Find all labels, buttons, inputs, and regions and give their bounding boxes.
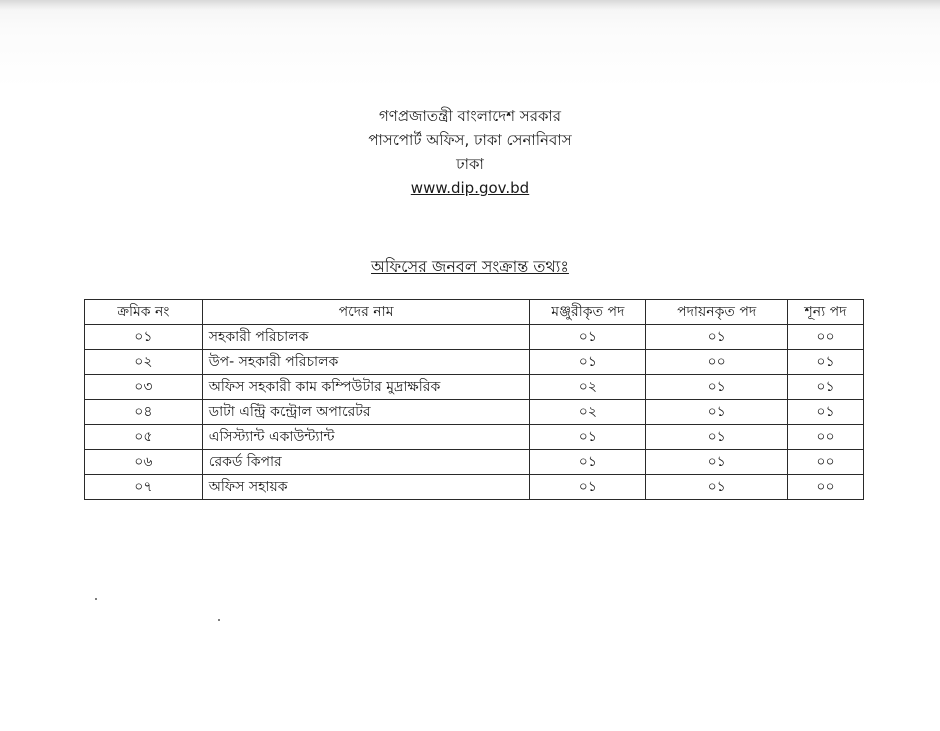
- letterhead: [270, 104, 670, 200]
- cell-sanctioned: ০১: [530, 425, 646, 450]
- cell-post: ডাটা এন্ট্রি কন্ট্রোল অপারেটর: [202, 400, 530, 425]
- cell-vacant: ০০: [788, 475, 864, 500]
- table-row: [85, 325, 864, 350]
- cell-serial: ০১: [85, 325, 203, 350]
- cell-filled: ০০: [646, 350, 788, 375]
- scan-speck: [218, 619, 220, 621]
- cell-filled: ০১: [646, 400, 788, 425]
- cell-vacant: ০০: [788, 425, 864, 450]
- cell-sanctioned: ০২: [530, 375, 646, 400]
- website-link[interactable]: www.dip.gov.bd: [410, 179, 530, 197]
- cell-sanctioned: ০১: [530, 325, 646, 350]
- cell-sanctioned: ০১: [530, 450, 646, 475]
- cell-sanctioned: ০১: [530, 350, 646, 375]
- cell-vacant: ০১: [788, 375, 864, 400]
- cell-vacant: ০০: [788, 450, 864, 475]
- header-serial: ক্রমিক নং: [85, 300, 203, 325]
- table-row: [85, 475, 864, 500]
- cell-post: উপ- সহকারী পরিচালক: [202, 350, 530, 375]
- cell-vacant: ০১: [788, 400, 864, 425]
- cell-vacant: ০১: [788, 350, 864, 375]
- cell-filled: ০১: [646, 375, 788, 400]
- cell-sanctioned: ০১: [530, 475, 646, 500]
- cell-filled: ০১: [646, 450, 788, 475]
- cell-post: অফিস সহকারী কাম কম্পিউটার মুদ্রাক্ষরিক: [202, 375, 530, 400]
- table-row: [85, 425, 864, 450]
- table-row: [85, 375, 864, 400]
- table-row: [85, 450, 864, 475]
- cell-filled: ০১: [646, 325, 788, 350]
- cell-post: এসিস্ট্যান্ট একাউন্ট্যান্ট: [202, 425, 530, 450]
- cell-serial: ০৭: [85, 475, 203, 500]
- office-name: পাসপোর্ট অফিস, ঢাকা সেনানিবাস: [368, 131, 572, 149]
- cell-post: সহকারী পরিচালক: [202, 325, 530, 350]
- header-post-name: পদের নাম: [202, 300, 530, 325]
- scan-speck: [95, 598, 97, 600]
- cell-post: রেকর্ড কিপার: [202, 450, 530, 475]
- cell-serial: ০৬: [85, 450, 203, 475]
- scan-top-edge: [0, 0, 940, 10]
- header-vacant: শূন্য পদ: [788, 300, 864, 325]
- header-filled: পদায়নকৃত পদ: [646, 300, 788, 325]
- table-row: [85, 400, 864, 425]
- section-title: অফিসের জনবল সংক্রান্ত তথ্যঃ: [371, 257, 569, 276]
- cell-serial: ০৪: [85, 400, 203, 425]
- table-header-row: [85, 300, 864, 325]
- manpower-table: [84, 299, 864, 500]
- header-sanctioned: মঞ্জুরীকৃত পদ: [530, 300, 646, 325]
- city-name: ঢাকা: [456, 155, 484, 173]
- cell-filled: ০১: [646, 475, 788, 500]
- table-row: [85, 350, 864, 375]
- cell-filled: ০১: [646, 425, 788, 450]
- government-name: গণপ্রজাতন্ত্রী বাংলাদেশ সরকার: [378, 107, 562, 125]
- cell-serial: ০২: [85, 350, 203, 375]
- cell-serial: ০৩: [85, 375, 203, 400]
- cell-vacant: ০০: [788, 325, 864, 350]
- cell-sanctioned: ০২: [530, 400, 646, 425]
- cell-post: অফিস সহায়ক: [202, 475, 530, 500]
- cell-serial: ০৫: [85, 425, 203, 450]
